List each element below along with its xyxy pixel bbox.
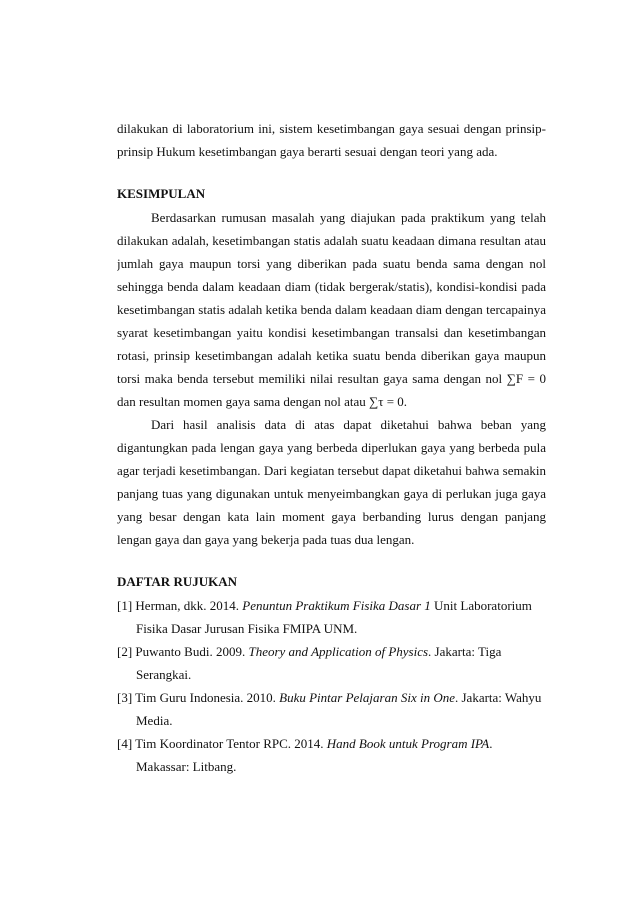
paragraph-line: torsi maka benda tersebut memiliki nilai resultan gaya sama dengan nol ∑F = 0 [117, 371, 546, 386]
reference-item [117, 594, 546, 640]
intro-line: dilakukan di laboratorium ini, sistem kesetimbangan gaya sesuai dengan prinsip- [117, 121, 546, 136]
reference-line [117, 640, 546, 663]
reference-line [117, 732, 546, 755]
paragraph-line: jumlah gaya maupun torsi yang diberikan pada suatu benda sama dengan nol [117, 256, 546, 271]
paragraph-line: sehingga benda dalam keadaan diam (tidak bergerak/statis), kondisi-kondisi pada [117, 279, 546, 294]
reference-number: [2] [117, 644, 133, 659]
paragraph-line: panjang tuas yang digunakan untuk menyeimbangkan gaya di perlukan juga gaya [117, 486, 546, 501]
reference-authors: Puwanto Budi. 2009. [132, 644, 249, 659]
reference-number: [1] [117, 598, 133, 613]
reference-publisher: . Jakarta: Wahyu [455, 690, 542, 705]
reference-number: [4] [117, 736, 133, 751]
paragraph-line: Dari hasil analisis data di atas dapat diketahui bahwa beban yang [151, 417, 546, 432]
paragraph-line: yang besar dengan kata lain moment gaya berbanding lurus dengan panjang [117, 509, 546, 524]
reference-continuation: Makassar: Litbang. [136, 759, 237, 774]
kesimpulan-paragraph-2 [117, 413, 546, 551]
reference-title: Buku Pintar Pelajaran Six in One [279, 690, 455, 705]
reference-continuation: Fisika Dasar Jurusan Fisika FMIPA UNM. [136, 621, 358, 636]
paragraph-line: syarat kesetimbangan yaitu kondisi kesetimbangan transalsi dan kesetimbangan [117, 325, 546, 340]
paragraph-line: dan resultan momen gaya sama dengan nol atau ∑τ = 0. [117, 394, 408, 409]
reference-number: [3] [117, 690, 133, 705]
reference-item [117, 732, 546, 778]
reference-item [117, 686, 546, 732]
reference-title: Penuntun Praktikum Fisika Dasar 1 [242, 598, 431, 613]
reference-title: Theory and Application of Physics [248, 644, 429, 659]
reference-authors: Herman, dkk. 2014. [132, 598, 243, 613]
reference-item [117, 640, 546, 686]
paragraph-line: Berdasarkan rumusan masalah yang diajukan pada praktikum yang telah [151, 210, 546, 225]
section-heading: KESIMPULAN [117, 186, 206, 201]
kesimpulan-paragraph-1 [117, 206, 546, 413]
kesimpulan-section [117, 182, 546, 551]
paragraph-line: kesetimbangan statis adalah ketika benda dalam keadaan diam dengan tercapainya [117, 302, 546, 317]
paragraph-line: digantungkan pada lengan gaya yang berbeda diperlukan gaya yang berbeda pula [117, 440, 546, 455]
paragraph-line: rotasi, prinsip kesetimbangan adalah ketika suatu benda diberikan gaya maupun [117, 348, 546, 363]
reference-authors: Tim Koordinator Tentor RPC. 2014. [132, 736, 327, 751]
intro-line: prinsip Hukum kesetimbangan gaya berarti sesuai dengan teori yang ada. [117, 144, 498, 159]
paragraph-line: lengan gaya dan gaya yang bekerja pada tuas dua lengan. [117, 532, 415, 547]
daftar-rujukan-section [117, 570, 546, 778]
reference-authors: Tim Guru Indonesia. 2010. [132, 690, 280, 705]
intro-paragraph [117, 117, 546, 163]
text-column [117, 117, 546, 778]
reference-publisher: . [489, 736, 493, 751]
paragraph-line: dilakukan adalah, kesetimbangan statis adalah suatu keadaan dimana resultan atau [117, 233, 546, 248]
reference-title: Hand Book untuk Program IPA [326, 736, 490, 751]
reference-continuation: Media. [136, 713, 173, 728]
reference-line [117, 686, 546, 709]
paragraph-line: agar terjadi kesetimbangan. Dari kegiatan tersebut dapat diketahui bahwa semakin [117, 463, 546, 478]
reference-publisher: . Jakarta: Tiga [428, 644, 502, 659]
reference-continuation: Serangkai. [136, 667, 192, 682]
reference-line [117, 594, 546, 617]
reference-publisher: Unit Laboratorium [430, 598, 532, 613]
section-heading: DAFTAR RUJUKAN [117, 574, 238, 589]
